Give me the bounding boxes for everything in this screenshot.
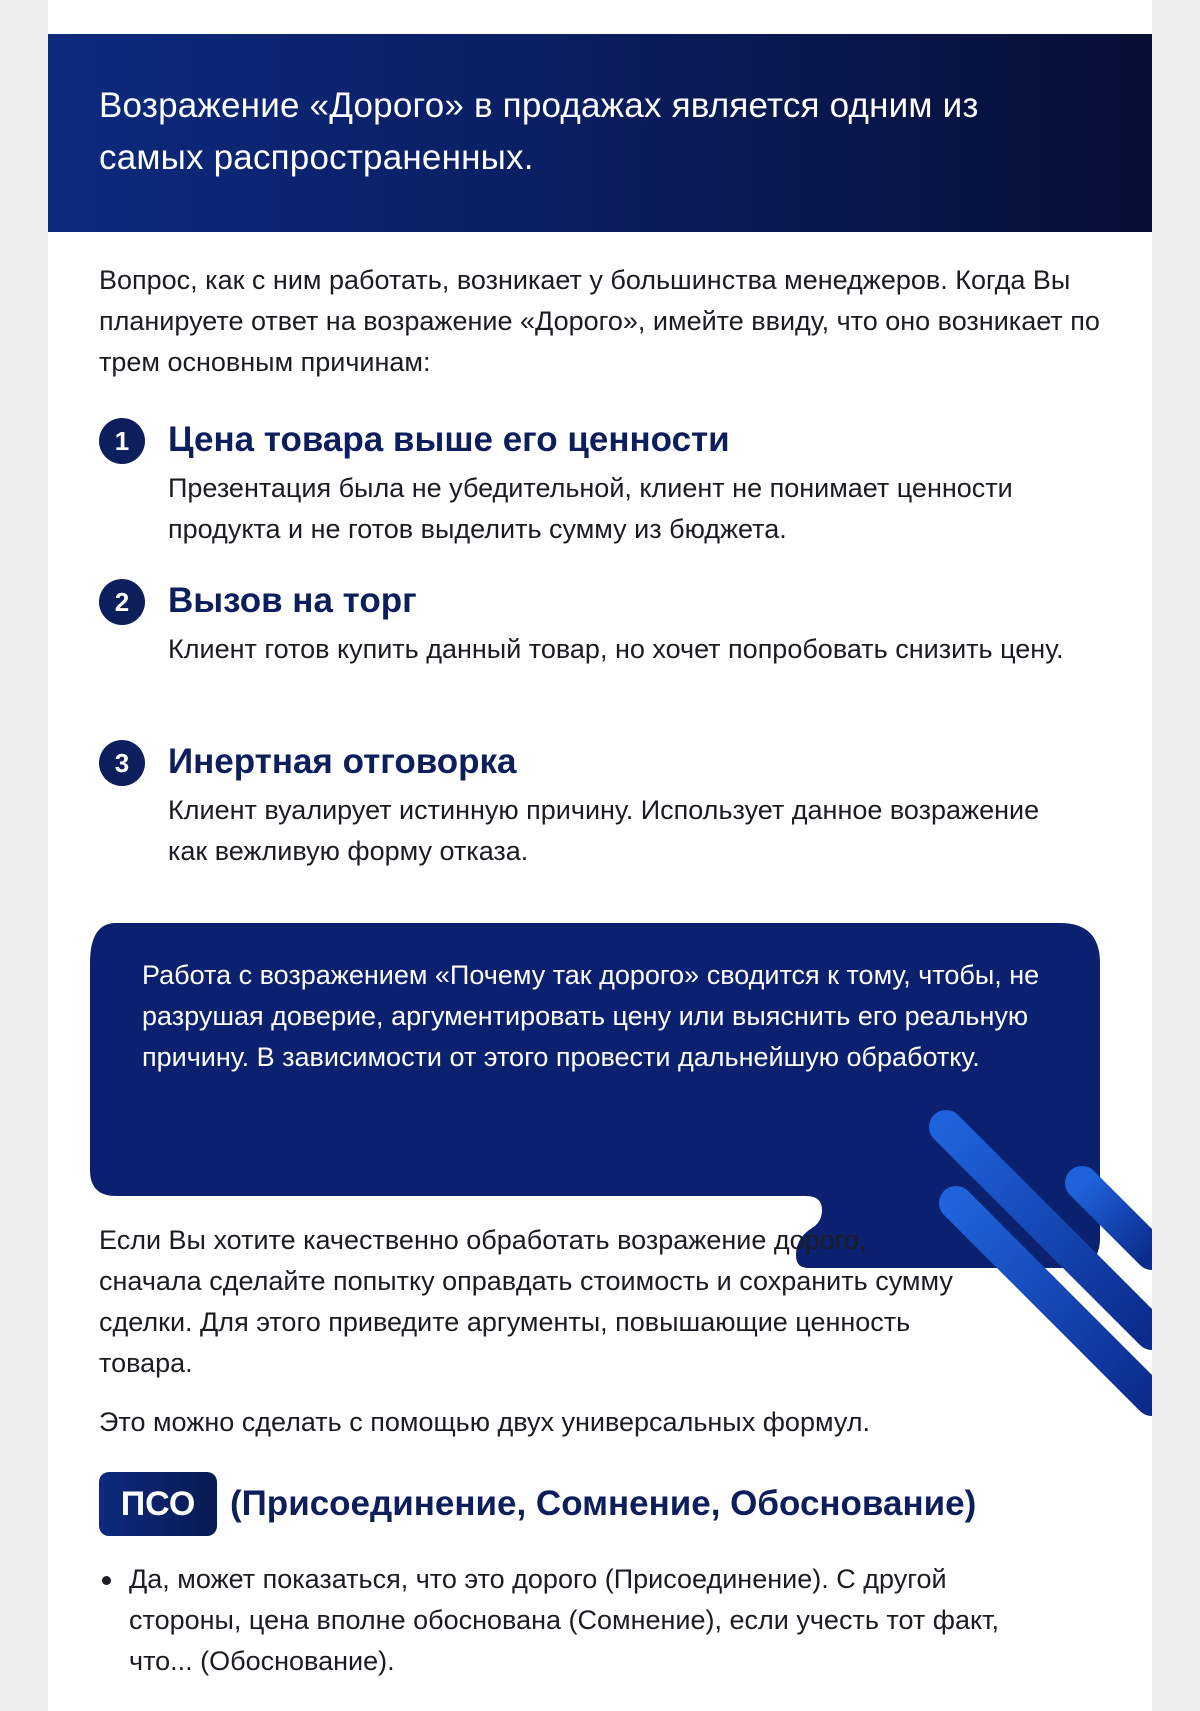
reason-title: Вызов на торг (168, 581, 417, 620)
bullet-text: Да, может показаться, что это дорого (Присоединение). С другой стороны, цена вполне обоснована (Сомнение), если учесть тот факт, что... (Обоснование). (129, 1564, 999, 1676)
callout-box (48, 0, 1152, 1711)
callout-text: Работа с возражением «Почему так дорого» сводится к тому, чтобы, не разрушая доверие, аргументировать цену или выяснить его реальную причину. В зависимости от этого провести дальнейшую обработку. (142, 960, 1040, 1072)
number-badge: 3 (99, 740, 145, 786)
bullet-dot (102, 1576, 111, 1585)
formulas-intro: Это можно сделать с помощью двух универсальных формул. (99, 1407, 870, 1437)
article-page (48, 0, 1152, 1711)
number-badge: 1 (99, 418, 145, 464)
reason-description: Клиент готов купить данный товар, но хочет попробовать снизить цену. (168, 634, 1064, 664)
reason-title: Инертная отговорка (168, 742, 517, 781)
page-title: Возражение «Дорого» в продажах является одним из самых распространенных. (99, 86, 979, 177)
pso-badge: ПСО (99, 1472, 217, 1536)
pso-title: (Присоединение, Сомнение, Обоснование) (230, 1484, 977, 1523)
after-callout-paragraph: Если Вы хотите качественно обработать возражение дорого, сначала сделайте попытку оправдать стоимость и сохранить сумму сделки. Для этого приведите аргументы, повышающие ценность товара. (99, 1225, 953, 1378)
reason-description: Клиент вуалирует истинную причину. Использует данное возражение как вежливую форму отказа. (168, 795, 1040, 866)
reason-title: Цена товара выше его ценности (168, 420, 730, 459)
number-badge: 2 (99, 579, 145, 625)
reason-description: Презентация была не убедительной, клиент не понимает ценности продукта и не готов выделить сумму из бюджета. (168, 473, 1013, 544)
intro-paragraph: Вопрос, как с ним работать, возникает у большинства менеджеров. Когда Вы планируете ответ на возражение «Дорого», имейте ввиду, что оно возникает по трем основным причинам: (99, 265, 1100, 377)
